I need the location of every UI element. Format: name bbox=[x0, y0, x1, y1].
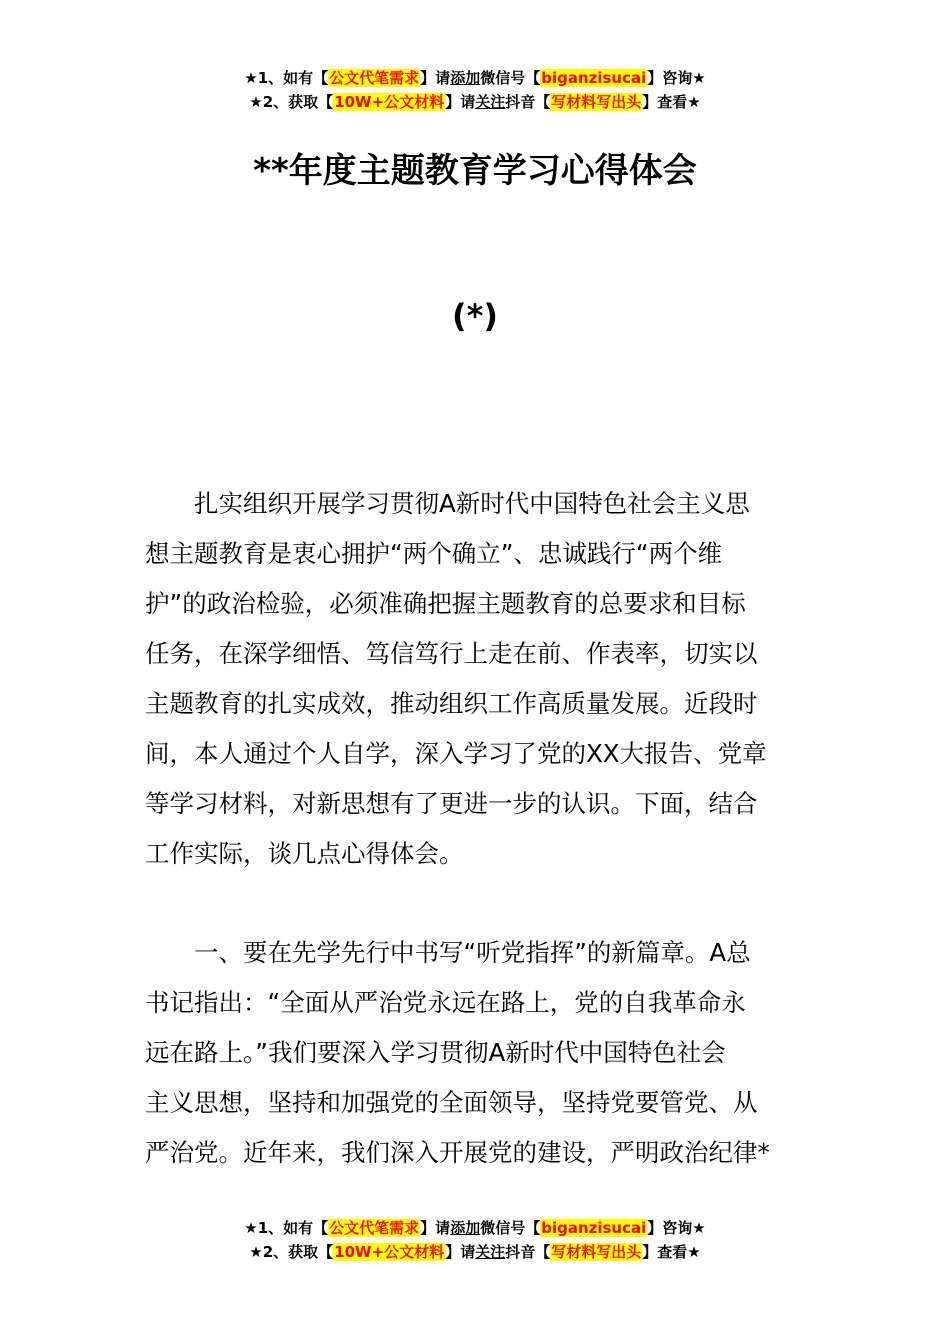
paragraph-line: 远在路上。”我们要深入学习贯彻A新时代中国特色社会 bbox=[145, 1038, 726, 1067]
paragraph-line: 任务，在深学细悟、笃信笃行上走在前、作表率，切实以 bbox=[145, 639, 758, 668]
banner-text: 】查看★ bbox=[642, 93, 701, 111]
banner-line-2 bbox=[0, 90, 950, 114]
header-banner bbox=[0, 66, 950, 114]
paragraph-line: 扎实组织开展学习贯彻A新时代中国特色社会主义思 bbox=[194, 489, 750, 518]
banner-line-1 bbox=[0, 66, 950, 90]
banner-underline: 关注 bbox=[475, 93, 506, 111]
body-paragraph-intro bbox=[145, 479, 813, 879]
banner-text: ★2、获取【 bbox=[249, 93, 334, 111]
banner-text: 】查看★ bbox=[642, 1243, 701, 1261]
paragraph-line: 一、要在先学先行中书写“听党指挥”的新篇章。A总 bbox=[194, 938, 751, 967]
banner-text: 】请 bbox=[420, 1219, 451, 1237]
paragraph-line: 护”的政治检验，必须准确把握主题教育的总要求和目标 bbox=[145, 589, 746, 618]
banner-text: ★2、获取【 bbox=[249, 1243, 334, 1261]
document-subtitle: (*) bbox=[452, 297, 498, 335]
paragraph-line: 主义思想，坚持和加强党的全面领导，坚持党要管党、从 bbox=[145, 1088, 758, 1117]
banner-line-1 bbox=[0, 1216, 950, 1240]
banner-text: 】请 bbox=[445, 1243, 476, 1261]
banner-text: 】请 bbox=[420, 69, 451, 87]
banner-underline: 添加 bbox=[450, 1219, 481, 1237]
highlight-douyin: 写材料写出头 bbox=[551, 1243, 642, 1261]
banner-text: 抖音【 bbox=[505, 1243, 551, 1261]
banner-text: 抖音【 bbox=[505, 93, 551, 111]
paragraph-line: 等学习材料，对新思想有了更进一步的认识。下面，结合 bbox=[145, 789, 758, 818]
paragraph-line: 主题教育的扎实成效，推动组织工作高质量发展。近段时 bbox=[145, 689, 758, 718]
banner-text: 微信号【 bbox=[480, 69, 541, 87]
paragraph-line: 严治党。近年来，我们深入开展党的建设，严明政治纪律* bbox=[145, 1138, 770, 1167]
banner-underline: 关注 bbox=[475, 1243, 506, 1261]
banner-line-2 bbox=[0, 1240, 950, 1264]
highlight-wechat-id: biganzisucai bbox=[541, 1219, 647, 1237]
document-title: **年度主题教育学习心得体会 bbox=[253, 151, 697, 191]
banner-underline: 添加 bbox=[450, 69, 481, 87]
footer-banner bbox=[0, 1216, 950, 1264]
banner-text: ★1、如有【 bbox=[244, 69, 329, 87]
highlight-materials: 10W+公文材料 bbox=[334, 1243, 445, 1261]
banner-text: 微信号【 bbox=[480, 1219, 541, 1237]
paragraph-line: 间，本人通过个人自学，深入学习了党的XX大报告、党章 bbox=[145, 739, 767, 768]
highlight-service: 公文代笔需求 bbox=[329, 1219, 420, 1237]
highlight-douyin: 写材料写出头 bbox=[551, 93, 642, 111]
paragraph-line: 书记指出：“全面从严治党永远在路上，党的自我革命永 bbox=[145, 988, 746, 1017]
highlight-service: 公文代笔需求 bbox=[329, 69, 420, 87]
paragraph-line: 工作实际，谈几点心得体会。 bbox=[145, 839, 464, 868]
banner-text: 】咨询★ bbox=[647, 69, 706, 87]
paragraph-line: 想主题教育是衷心拥护“两个确立”、忠诚践行“两个维 bbox=[145, 539, 723, 568]
body-paragraph-section-1 bbox=[145, 928, 813, 1178]
banner-text: 】咨询★ bbox=[647, 1219, 706, 1237]
banner-text: 】请 bbox=[445, 93, 476, 111]
highlight-materials: 10W+公文材料 bbox=[334, 93, 445, 111]
banner-text: ★1、如有【 bbox=[244, 1219, 329, 1237]
highlight-wechat-id: biganzisucai bbox=[541, 69, 647, 87]
